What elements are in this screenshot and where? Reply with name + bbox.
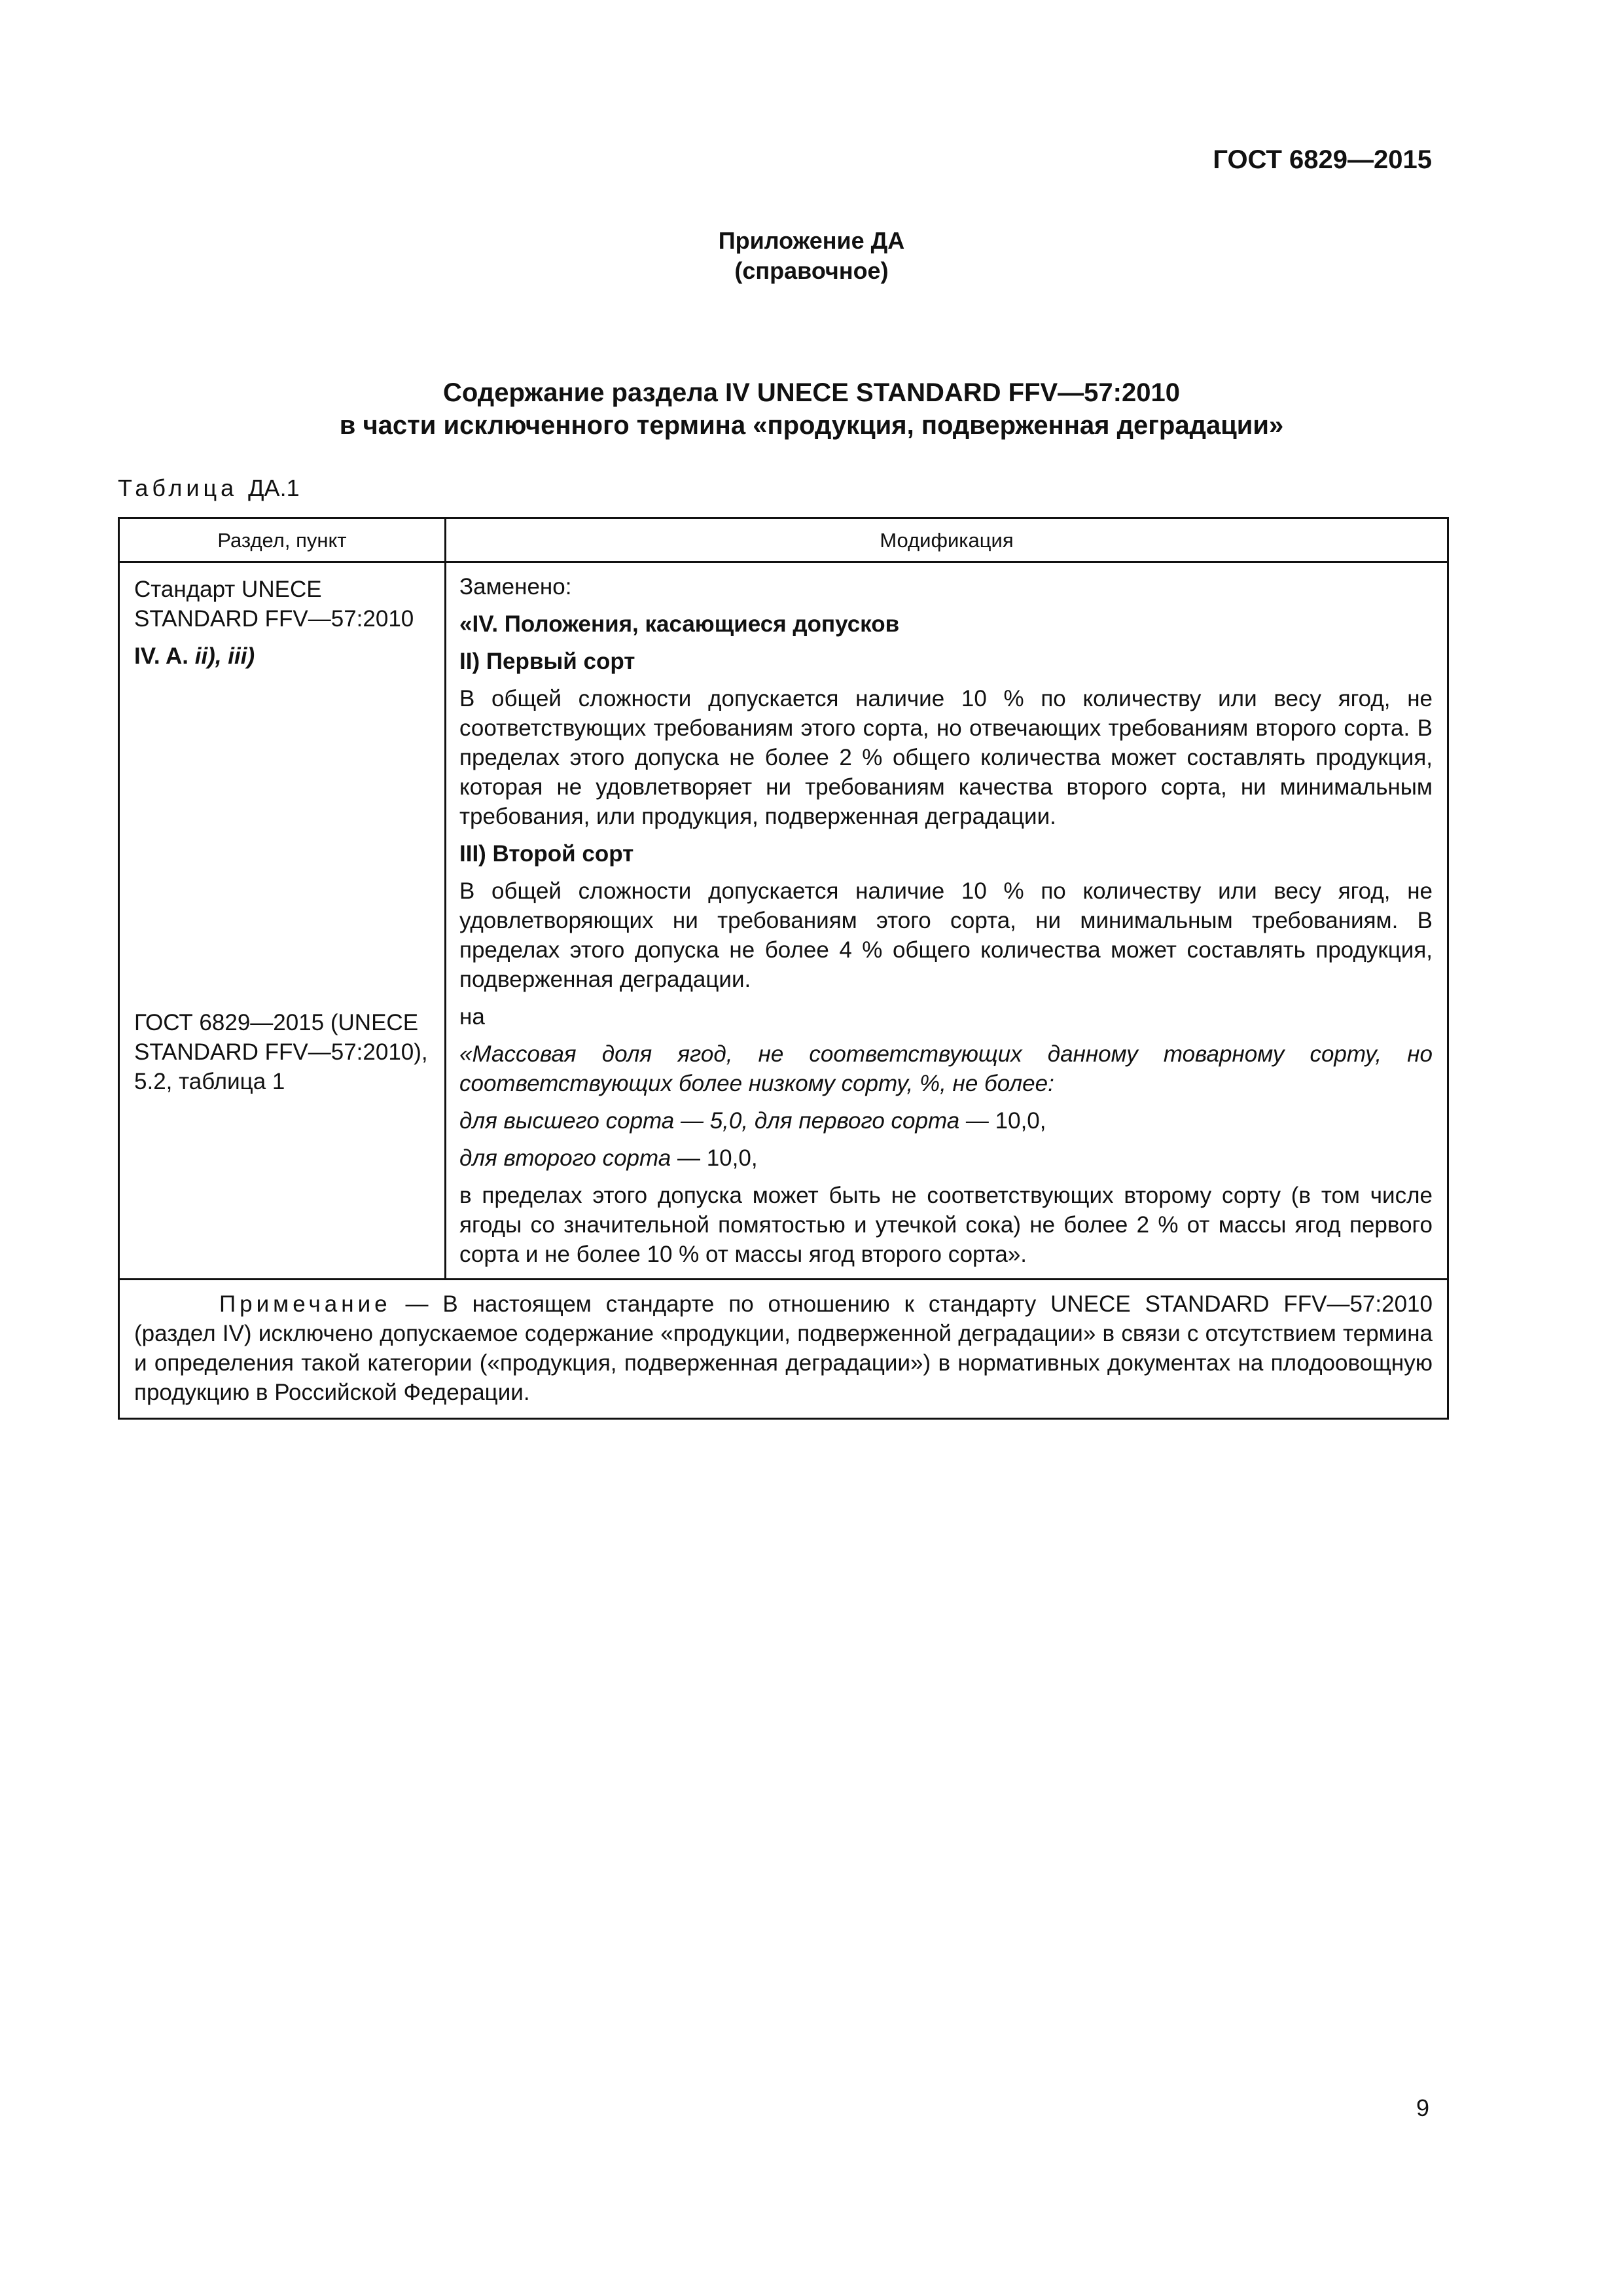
appendix-title: Приложение ДА — [718, 227, 905, 254]
new-text-top-grades-value: — 10,0, — [959, 1108, 1046, 1134]
table-caption-label: Таблица — [118, 475, 238, 501]
section-heading: «IV. Положения, касающиеся допусков — [459, 611, 900, 637]
new-text-top-grades-italic: для высшего сорта — 5,0, для первого сорта — [459, 1108, 960, 1134]
table-row — [119, 562, 1448, 1280]
modification-table — [118, 517, 1449, 1420]
replaced-label: Заменено: — [459, 574, 572, 600]
note-text: — В настоящем стандарте по отношению к стандарту UNECE STANDARD FFV—57:2010 (раздел IV) исключено допускаемое содержание «продукции, подверженной деградации» в связи с отсутствием термина и определения такой категории («продукция, подверженная деградации») в нормативных документах на плодоовощную продукцию в Российской Федерации. — [134, 1291, 1433, 1405]
section-title — [0, 376, 1623, 442]
table-header-section: Раздел, пункт — [119, 518, 446, 562]
second-grade-heading: III) Второй сорт — [459, 841, 634, 867]
table-note-row — [119, 1280, 1448, 1419]
reference-original: Стандарт UNECE STANDARD FFV—57:2010 — [134, 577, 414, 632]
new-text-second-grade-italic: для второго сорта — [459, 1145, 671, 1171]
table-caption-number: ДА.1 — [248, 475, 300, 501]
reference-original-clause — [134, 641, 430, 671]
reference-clause-plain: IV. A. — [134, 643, 195, 669]
document-id: ГОСТ 6829—2015 — [1213, 145, 1432, 174]
table-header-modification: Модификация — [446, 518, 1448, 562]
second-grade-text: В общей сложности допускается наличие 10 % по количеству или весу ягод, не удовлетворяющих ни требованиям этого сорта, ни минимальным требованиям. В пределах этого допуска не более 4 % общего количества может составлять продукция, подверженная деградации. — [459, 878, 1433, 992]
section-reference-cell — [119, 562, 446, 1280]
section-title-line-1: Содержание раздела IV UNECE STANDARD FFV—57:2010 — [443, 378, 1180, 407]
appendix-subtitle: (справочное) — [734, 257, 889, 284]
on-label: на — [459, 1004, 485, 1030]
page-number: 9 — [1416, 2094, 1429, 2121]
first-grade-heading: II) Первый сорт — [459, 649, 635, 674]
table-note — [119, 1280, 1448, 1419]
first-grade-text: В общей сложности допускается наличие 10 % по количеству или весу ягод, не соответствующих требованиям этого сорта, но отвечающих требованиям второго сорта. В пределах этого допуска не более 2 % общего количества может составлять продукция, которая не удовлетворяет ни требованиям качества второго сорта, ни минимальным требования, или продукция, подверженная деградации. — [459, 686, 1433, 829]
new-text-intro: «Массовая доля ягод, не соответствующих данному товарному сорту, но соответствующих более низкому сорту, %, не более: — [459, 1041, 1433, 1096]
new-text-second-grade — [459, 1143, 1433, 1173]
new-text-tolerance: в пределах этого допуска может быть не соответствующих второму сорту (в том числе ягоды со значительной помятостью и утечкой сока) не более 2 % от массы ягод первого сорта и не более 10 % от массы ягод второго сорта». — [459, 1183, 1433, 1267]
modification-cell — [446, 562, 1448, 1280]
section-title-line-2: в части исключенного термина «продукция, подверженная деградации» — [339, 411, 1284, 440]
reference-clause-italic: ii), iii) — [194, 643, 255, 669]
note-label: Примечание — [219, 1291, 391, 1317]
appendix-heading — [0, 226, 1623, 286]
new-text-top-grades — [459, 1106, 1433, 1136]
reference-gost: ГОСТ 6829—2015 (UNECE STANDARD FFV—57:2010), 5.2, таблица 1 — [134, 1010, 428, 1094]
table-header-row — [119, 518, 1448, 562]
table-caption — [118, 475, 300, 502]
new-text-second-grade-value: — 10,0, — [671, 1145, 758, 1171]
